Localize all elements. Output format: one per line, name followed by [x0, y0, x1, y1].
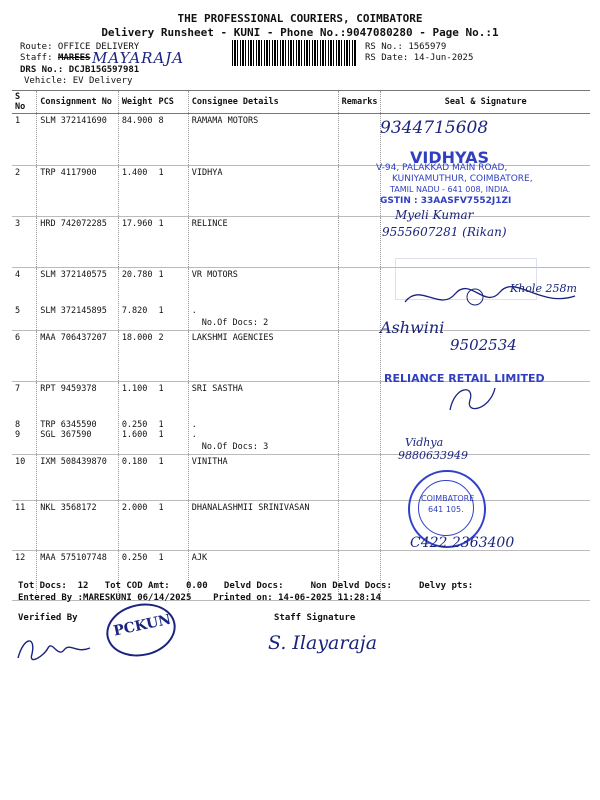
item-cno: SGL 367590 — [40, 430, 92, 440]
cell-wt — [118, 455, 155, 501]
table-row — [12, 114, 590, 166]
cell-wt — [118, 331, 155, 382]
sig-row6-phone: 9502534 — [450, 336, 517, 354]
item-pcs: 1 — [158, 457, 164, 467]
cell-remarks — [338, 331, 381, 382]
cell-wt — [118, 501, 155, 551]
docs-count: No.Of Docs: 2 — [201, 318, 269, 328]
cell-remarks — [338, 268, 381, 331]
cell-wt — [118, 114, 155, 166]
item-cno: TRP 4117900 — [40, 168, 97, 178]
stamp-vidhyas-line4: TAMIL NADU - 641 008, INDIA. — [390, 185, 511, 194]
staff-handwritten-name: MAYARAJA — [92, 49, 185, 67]
rs-date: RS Date: 14-Jun-2025 — [365, 53, 474, 63]
item-cno: SLM 372141690 — [40, 116, 107, 126]
seal-city: COIMBATORE — [421, 494, 475, 503]
cell-cno — [37, 455, 119, 501]
col-sno: S No — [12, 91, 37, 114]
cell-pcs — [156, 268, 189, 331]
item-cno: SLM 372145895 — [40, 306, 107, 316]
cell-wt — [118, 268, 155, 331]
item-sno: 10 — [15, 457, 26, 467]
cell-name — [188, 501, 338, 551]
item-sno: 2 — [15, 168, 21, 178]
cell-sno — [12, 268, 37, 331]
rs-number: RS No.: 1565979 — [365, 42, 447, 52]
col-seal: Seal & Signature — [381, 91, 590, 114]
item-sno: 6 — [15, 333, 21, 343]
item-pcs: 1 — [158, 430, 164, 440]
table-row — [12, 455, 590, 501]
stamp-vidhyas-gstin: GSTIN : 33AASFV7552J1ZI — [380, 196, 512, 206]
cell-sno — [12, 217, 37, 268]
item-cno: TRP 6345590 — [40, 420, 97, 430]
cell-sno — [12, 501, 37, 551]
cell-pcs — [156, 114, 189, 166]
cell-sno — [12, 331, 37, 382]
item-sno: 8 — [15, 420, 21, 430]
item-cno: HRD 742072285 — [40, 219, 107, 229]
item-sno: 4 — [15, 270, 21, 280]
sig-row3-name: Myeli Kumar — [395, 208, 474, 222]
cell-sno — [12, 382, 37, 455]
cell-name — [188, 382, 338, 455]
staff-value: MAREES — [57, 53, 91, 63]
item-cno: SLM 372140575 — [40, 270, 107, 280]
vehicle-label: Vehicle: EV Delivery — [24, 76, 133, 86]
drs-number: DRS No.: DCJB15G597981 — [20, 65, 140, 75]
item-cno: RPT 9459378 — [40, 384, 97, 394]
col-remarks: Remarks — [338, 91, 381, 114]
cell-cno — [37, 268, 119, 331]
pckun-stamp-text: PCKUN — [112, 611, 173, 640]
cell-name — [188, 217, 338, 268]
item-wt: 18.000 — [121, 333, 153, 343]
item-wt: 1.600 — [121, 430, 148, 440]
item-pcs: 1 — [158, 270, 164, 280]
staff-signature: S. Ilayaraja — [268, 632, 378, 654]
item-cno: MAA 706437207 — [40, 333, 107, 343]
staff-label: Staff: — [20, 53, 53, 63]
cell-name — [188, 455, 338, 501]
item-wt: 0.180 — [121, 457, 148, 467]
item-wt: 20.780 — [121, 270, 153, 280]
stamp-vidhyas-line3: KUNIYAMUTHUR, COIMBATORE, — [392, 174, 533, 184]
item-wt: 7.820 — [121, 306, 148, 316]
item-pcs: 1 — [158, 553, 164, 563]
item-wt: 17.960 — [121, 219, 153, 229]
staff-row — [20, 53, 90, 64]
cell-cno — [37, 166, 119, 217]
item-name: DHANALASHMII SRINIVASAN — [191, 503, 310, 513]
staff-signature-label: Staff Signature — [274, 613, 356, 623]
item-pcs: 1 — [158, 384, 164, 394]
item-cno: NKL 3568172 — [40, 503, 97, 513]
sig-row12-phone: C422 2363400 — [410, 535, 515, 551]
verified-by-label: Verified By — [18, 613, 78, 623]
item-sno: 9 — [15, 430, 21, 440]
sig-row4-scribble — [400, 282, 580, 312]
docs-count: No.Of Docs: 3 — [201, 442, 269, 452]
cell-sno — [12, 455, 37, 501]
item-pcs: 1 — [158, 306, 164, 316]
totals-line: Tot Docs: 12 Tot COD Amt: 0.00 Delvd Docs: Non Delvd Docs: Delvy pts: — [18, 581, 474, 591]
verified-signature — [14, 628, 94, 668]
sig-row3-phone: 9555607281 (Rikan) — [382, 225, 507, 239]
item-pcs: 1 — [158, 420, 164, 430]
item-name: VR MOTORS — [191, 270, 238, 280]
item-wt: 84.900 — [121, 116, 153, 126]
company-title: THE PROFESSIONAL COURIERS, COIMBATORE — [177, 12, 423, 25]
item-name: . — [191, 420, 197, 430]
item-wt: 2.000 — [121, 503, 148, 513]
cell-wt — [118, 217, 155, 268]
sig-row4-note: Khole 258m — [510, 282, 577, 295]
cell-remarks — [338, 166, 381, 217]
cell-cno — [37, 501, 119, 551]
cell-name — [188, 114, 338, 166]
item-wt: 0.250 — [121, 420, 148, 430]
col-weight: Weight — [118, 91, 155, 114]
cell-pcs — [156, 217, 189, 268]
cell-remarks — [338, 455, 381, 501]
cell-sno — [12, 166, 37, 217]
cell-pcs — [156, 501, 189, 551]
cell-wt — [118, 382, 155, 455]
item-sno: 11 — [15, 503, 26, 513]
item-name: LAKSHMI AGENCIES — [191, 333, 274, 343]
item-sno: 5 — [15, 306, 21, 316]
item-name: SRI SASTHA — [191, 384, 243, 394]
cell-name — [188, 166, 338, 217]
item-sno: 3 — [15, 219, 21, 229]
cell-remarks — [338, 114, 381, 166]
cell-cno — [37, 217, 119, 268]
item-sno: 12 — [15, 553, 26, 563]
sig-row6-name: Ashwini — [380, 318, 445, 337]
cell-pcs — [156, 166, 189, 217]
cell-seal-signature — [381, 551, 590, 601]
item-pcs: 8 — [158, 116, 164, 126]
cell-pcs — [156, 455, 189, 501]
cell-pcs — [156, 331, 189, 382]
cell-pcs — [156, 382, 189, 455]
item-name: RELINCE — [191, 219, 228, 229]
sig-row10-phone: 9880633949 — [398, 449, 468, 462]
cell-name — [188, 268, 338, 331]
item-pcs: 1 — [158, 168, 164, 178]
col-consignee: Consignee Details — [188, 91, 338, 114]
cell-cno — [37, 382, 119, 455]
item-name: . — [191, 306, 197, 316]
item-name: . — [191, 430, 197, 440]
item-name: VINITHA — [191, 457, 228, 467]
cell-remarks — [338, 382, 381, 455]
cell-wt — [118, 166, 155, 217]
item-cno: IXM 508439870 — [40, 457, 107, 467]
entered-by-line: Entered By :MARESKUNI 06/14/2025 Printed on: 14-06-2025 11:28:14 — [18, 593, 382, 603]
table-header-row — [12, 91, 590, 114]
col-pcs: PCS — [156, 91, 189, 114]
item-sno: 7 — [15, 384, 21, 394]
item-pcs: 1 — [158, 503, 164, 513]
item-pcs: 2 — [158, 333, 164, 343]
stamp-vidhyas-name: VIDHYAS — [410, 148, 489, 167]
item-name: AJK — [191, 553, 208, 563]
stamp-reliance: RELIANCE RETAIL LIMITED — [384, 372, 545, 385]
seal-pin: 641 105. — [428, 505, 464, 514]
sig-row10-name: Vidhya — [405, 436, 444, 449]
cell-sno — [12, 114, 37, 166]
cell-remarks — [338, 217, 381, 268]
route-label: Route: OFFICE DELIVERY — [20, 42, 140, 52]
item-wt: 1.100 — [121, 384, 148, 394]
cell-cno — [37, 331, 119, 382]
item-name: VIDHYA — [191, 168, 223, 178]
item-cno: MAA 575107748 — [40, 553, 107, 563]
col-consignment: Consignment No — [37, 91, 119, 114]
table-row — [12, 382, 590, 455]
cell-cno — [37, 114, 119, 166]
sig-row1-phone: 9344715608 — [380, 118, 489, 138]
pckun-stamp — [101, 597, 180, 662]
sig-row7-scribble — [440, 380, 500, 420]
runsheet-subtitle: Delivery Runsheet - KUNI - Phone No.:9047080280 - Page No.:1 — [101, 26, 499, 39]
item-wt: 0.250 — [121, 553, 148, 563]
stamp-vidhyas-line2: V-94, PALAKKAD MAIN ROAD, — [376, 163, 508, 173]
cell-name — [188, 331, 338, 382]
item-pcs: 1 — [158, 219, 164, 229]
barcode — [232, 40, 356, 66]
item-name: RAMAMA MOTORS — [191, 116, 259, 126]
item-sno: 1 — [15, 116, 21, 126]
item-wt: 1.400 — [121, 168, 148, 178]
cell-remarks — [338, 501, 381, 551]
